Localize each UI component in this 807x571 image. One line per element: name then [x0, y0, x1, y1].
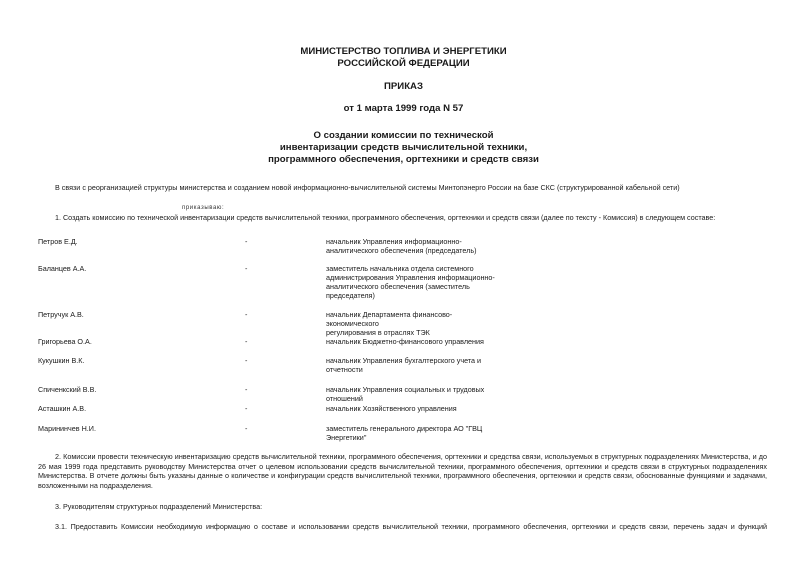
document-subject: [0, 130, 807, 166]
position-line: отчетности: [326, 365, 363, 374]
position-line: начальник Управления информационно-: [326, 237, 462, 246]
member-dash: -: [245, 424, 248, 433]
position-line: начальник Управления социальных и трудовых: [326, 385, 485, 394]
item-1-text: 1. Создать комиссию по технической инвентаризации средств вычислительной техники, программного обеспечения, оргтехники и средств связи (далее по тексту - Комиссия) в следующем составе:: [55, 213, 716, 222]
member-name: Спиченкский В.В.: [38, 385, 97, 394]
position-line: начальник Бюджетно-финансового управления: [326, 337, 484, 346]
position-line: администрирования Управления информационно-: [326, 273, 495, 282]
subject-line: программного обеспечения, оргтехники и средств связи: [268, 154, 539, 165]
member-dash: -: [245, 385, 248, 394]
position-line: начальник Хозяйственного управления: [326, 404, 457, 413]
position-line: аналитического обеспечения (председатель): [326, 246, 477, 255]
position-line: заместитель начальника отдела системного: [326, 264, 474, 273]
member-name: Григорьева О.А.: [38, 337, 92, 346]
position-line: отношений: [326, 394, 363, 403]
position-line: начальник Управления бухгалтерского учета и: [326, 356, 482, 365]
member-name: Петручук А.В.: [38, 310, 84, 319]
member-dash: -: [245, 337, 248, 346]
member-position: [326, 385, 536, 403]
item-3-1-text: 3.1. Предоставить Комиссии необходимую информацию о составе и использовании средств вычислительной техники, программного обеспечения, оргтехники и средств связи, перечень задач и функций: [55, 522, 767, 531]
position-line: заместитель генерального директора АО "ГВЦ: [326, 424, 483, 433]
document-type: ПРИКАЗ: [384, 81, 423, 92]
member-name: Петров Е.Д.: [38, 237, 78, 246]
subject-line: инвентаризации средств вычислительной техники,: [279, 142, 528, 153]
member-dash: -: [245, 356, 248, 365]
position-line: экономического: [326, 319, 379, 328]
position-line: начальник Департамента финансово-: [326, 310, 453, 319]
member-position: [326, 404, 536, 413]
member-dash: -: [245, 310, 248, 319]
member-position: [326, 310, 536, 337]
member-name: Кукушкин В.К.: [38, 356, 85, 365]
member-position: [326, 337, 536, 346]
document-date: от 1 марта 1999 года N 57: [343, 103, 464, 114]
member-name: Асташкин А.В.: [38, 404, 87, 413]
subject-line: О создании комиссии по технической: [313, 130, 494, 141]
order-word: приказываю:: [182, 205, 225, 211]
preamble-text: В связи с реорганизацией структуры министерства и созданием новой информационно-вычислительной системы Минтопэнерго России на базе СКС (структурированной кабельной сети): [55, 183, 680, 192]
ministry-heading: [0, 46, 807, 70]
member-position: [326, 264, 536, 300]
member-position: [326, 237, 536, 255]
item-2-text: 2. Комиссии провести техническую инвентаризацию средств вычислительной техники, программного обеспечения, оргтехники и средства связи, используемых в структурных подразделениях Министерства, и до 26 мая 1999 года представить руководству Министерства отчет о целевом использовании средств вычислительной техники, программного обеспечения, оргтехники и средств связи в структурных подразделениях Министерства. В отчете должны быть указаны данные о количестве и конфигурации средств вычислительной техники, программного обеспечения, оргтехники и средств связи, обоснованные функциями и задачами, возложенными на подразделения.: [38, 452, 767, 490]
member-name: Баланцев А.А.: [38, 264, 87, 273]
ministry-line: РОССИЙСКОЙ ФЕДЕРАЦИИ: [337, 58, 470, 69]
member-dash: -: [245, 404, 248, 413]
member-name: Марининчев Н.И.: [38, 424, 96, 433]
ministry-line: МИНИСТЕРСТВО ТОПЛИВА И ЭНЕРГЕТИКИ: [300, 46, 507, 57]
member-dash: -: [245, 264, 248, 273]
member-dash: -: [245, 237, 248, 246]
item-3-text: 3. Руководителям структурных подразделений Министерства:: [55, 502, 263, 511]
position-line: председателя): [326, 291, 375, 300]
position-line: аналитического обеспечения (заместитель: [326, 282, 470, 291]
position-line: регулирования в отраслях ТЭК: [326, 328, 430, 337]
member-position: [326, 424, 536, 442]
member-position: [326, 356, 536, 374]
position-line: Энергетики": [326, 433, 367, 442]
